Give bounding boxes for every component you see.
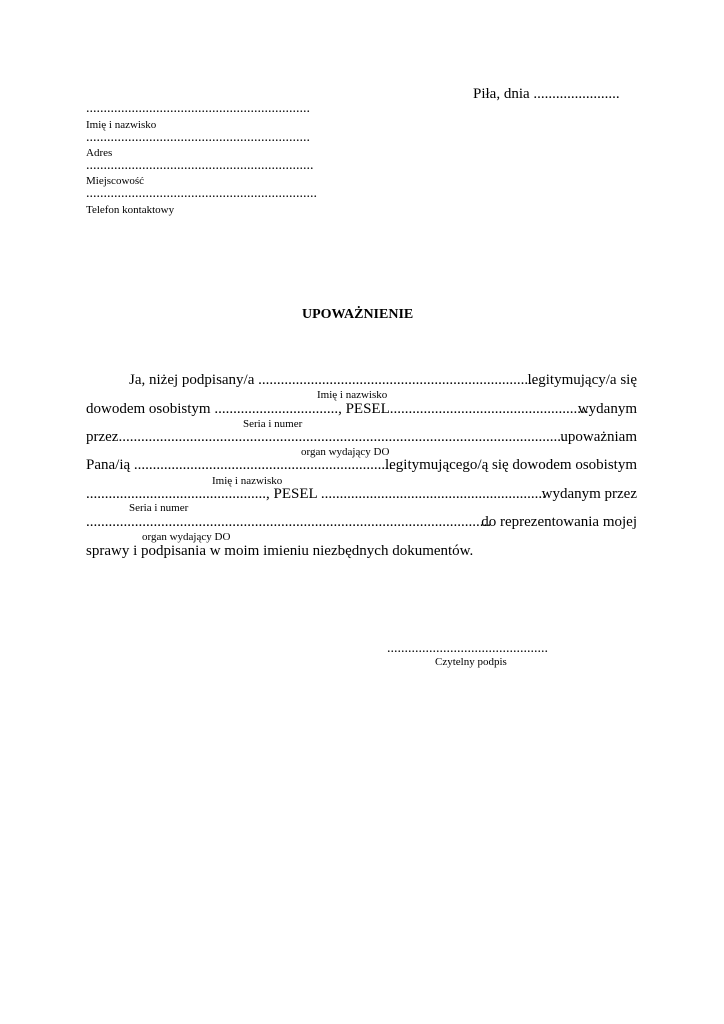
- sender-city-label: Miejscowość: [86, 175, 145, 187]
- caption-name-1: Imię i nazwisko: [317, 389, 388, 401]
- sender-name-line: ................................................................: [86, 101, 310, 116]
- body-line-7: sprawy i podpisania w moim imieniu niezbędnych dokumentów.: [86, 543, 474, 559]
- sender-city-line: .................................................................: [86, 158, 314, 173]
- body-line-2: dowodem osobistym ................................., PESEL.....................................................: [86, 401, 589, 417]
- signature-line: ..............................................: [387, 641, 548, 656]
- sender-name-label: Imię i nazwisko: [86, 119, 157, 131]
- body-line-4: Pana/ią .....................................................................: [86, 457, 393, 473]
- body-line-5-end: wydanym przez: [541, 486, 637, 502]
- caption-issuer-2: organ wydający DO: [142, 531, 231, 543]
- sender-address-line: ................................................................: [86, 130, 310, 145]
- body-line-1: Ja, niżej podpisany/a ..........................................................................: [129, 372, 536, 388]
- caption-issuer-1: organ wydający DO: [301, 446, 390, 458]
- body-line-2-end: wydanym: [577, 401, 637, 417]
- sender-phone-line: ..................................................................: [86, 186, 317, 201]
- body-line-5: ................................................, PESEL ............................................................: [86, 486, 546, 502]
- body-line-6-end: do reprezentowania mojej: [481, 514, 637, 530]
- body-line-1-end: legitymujący/a się: [527, 372, 637, 388]
- sender-address-label: Adres: [86, 147, 113, 159]
- caption-name-2: Imię i nazwisko: [212, 475, 283, 487]
- body-line-6: ............................................................................................................: [86, 514, 491, 530]
- signature-label: Czytelny podpis: [435, 656, 507, 668]
- body-line-3-end: upoważniam: [560, 429, 637, 445]
- body-line-4-end: legitymującego/ą się dowodem osobistym: [384, 457, 637, 473]
- body-line-3: przez.......................................................................................................................: [86, 429, 565, 445]
- caption-id-1: Seria i numer: [243, 418, 303, 430]
- caption-id-2: Seria i numer: [129, 502, 189, 514]
- place-date: Piła, dnia .......................: [473, 86, 620, 102]
- sender-phone-label: Telefon kontaktowy: [86, 204, 175, 216]
- document-title: UPOWAŻNIENIE: [302, 307, 414, 322]
